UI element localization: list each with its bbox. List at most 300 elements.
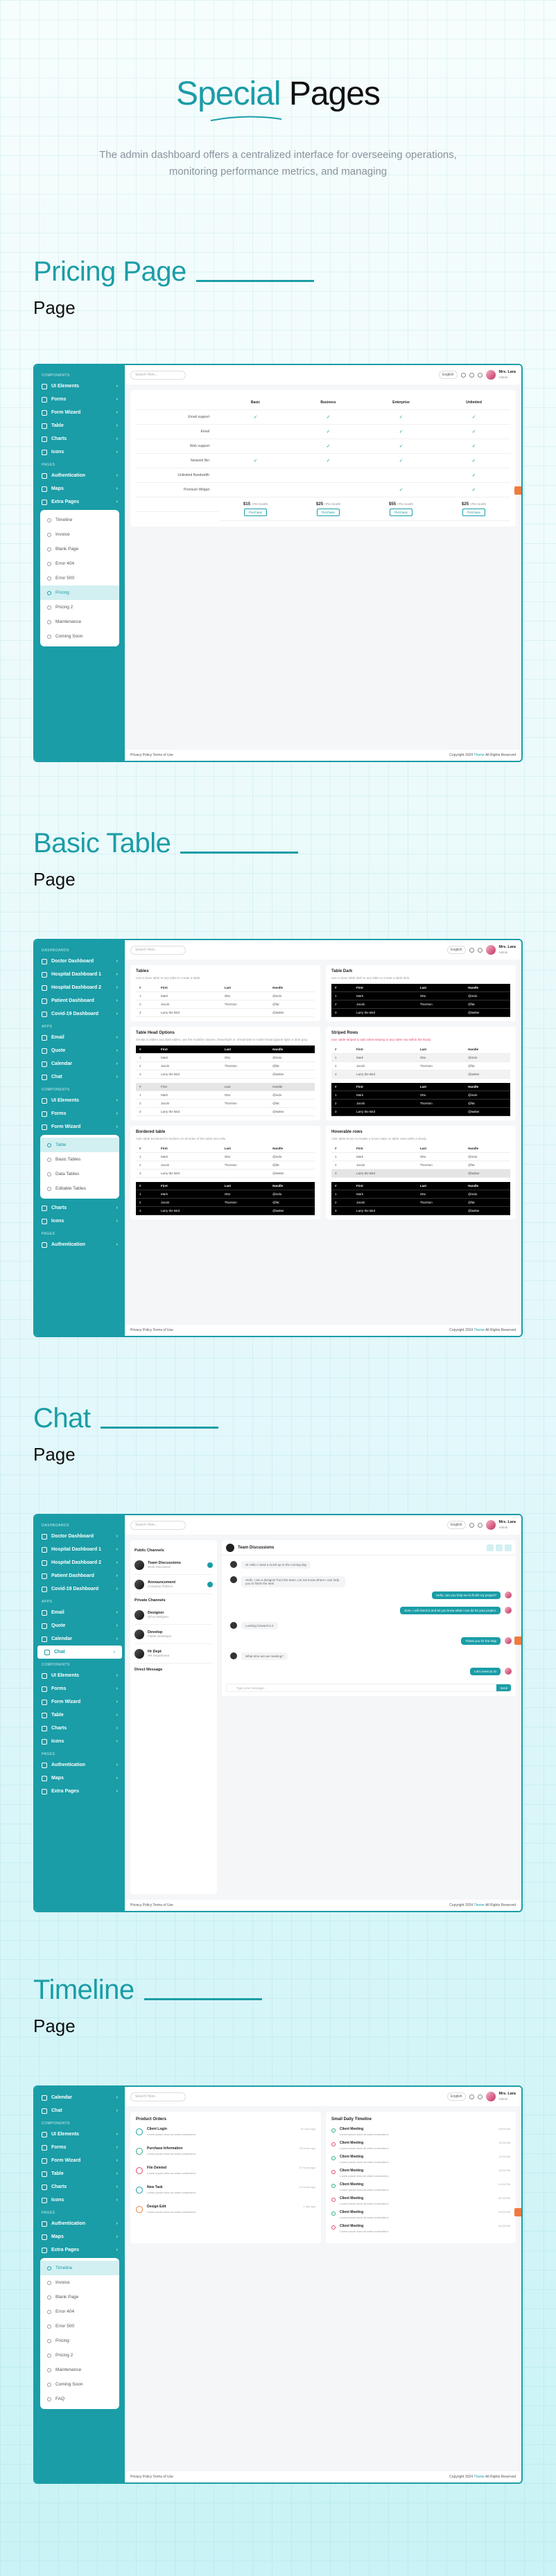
- sidebar-item-email[interactable]: [35, 1031, 125, 1044]
- avatar[interactable]: [486, 370, 496, 380]
- check-icon: ✓: [471, 488, 476, 493]
- submenu-item-error-404[interactable]: Error 404: [40, 2304, 119, 2319]
- table-cell: Jacob: [353, 1062, 417, 1070]
- channel-subtitle: HR Department: [148, 1654, 170, 1657]
- settings-tab-icon[interactable]: [514, 486, 521, 495]
- sidebar-item-authentication[interactable]: [35, 2217, 125, 2230]
- sidebar-item-label: Quote: [51, 1623, 66, 1628]
- data-table: [331, 1046, 510, 1079]
- order-item[interactable]: [136, 2205, 315, 2224]
- sidebar-item-doctor-dashboard[interactable]: [35, 1530, 125, 1543]
- title-dash: [144, 1998, 262, 2000]
- channel-item[interactable]: [134, 1605, 213, 1625]
- copyright-text: Copyright 2024: [449, 2475, 474, 2479]
- patient-dashboard-icon: [42, 998, 47, 1004]
- order-time: 01 hour ago: [300, 2127, 315, 2131]
- language-select[interactable]: English: [447, 2092, 465, 2101]
- sidebar-item-label: Quote: [51, 1048, 66, 1053]
- submenu-item-error-404[interactable]: Error 404: [40, 556, 119, 571]
- table-cell: @mdo: [464, 992, 510, 1000]
- search-input[interactable]: Search Here...: [130, 1521, 186, 1530]
- avatar: [505, 1668, 512, 1675]
- sidebar-item-charts[interactable]: [35, 2180, 125, 2194]
- sidebar-item-table[interactable]: [35, 419, 125, 432]
- table-row: [331, 1009, 510, 1017]
- daily-item[interactable]: [331, 2169, 510, 2182]
- footer-brand[interactable]: Theme: [474, 1328, 485, 1332]
- sidebar-label: PAGES: [42, 1752, 55, 1756]
- hero-title-rest: Pages: [288, 76, 380, 112]
- footer-links[interactable]: Privacy Policy Terms of Use: [130, 753, 173, 757]
- sidebar-item-covid-19-dashboard[interactable]: [35, 1007, 125, 1021]
- column-header: #: [331, 984, 353, 992]
- message-icon[interactable]: [478, 948, 483, 953]
- price-value: [389, 502, 413, 506]
- table-cell: Thornton: [417, 1000, 464, 1009]
- chat-icon: [42, 2108, 47, 2114]
- sidebar-item-label: Authentication: [51, 2221, 85, 2226]
- feature-cell: [365, 483, 437, 497]
- submenu-item-coming-soon[interactable]: Coming Soon: [40, 2377, 119, 2392]
- chevron-right-icon: ›: [116, 2132, 118, 2137]
- daily-item[interactable]: [331, 2196, 510, 2210]
- footer-brand[interactable]: Theme: [474, 1903, 485, 1907]
- main-content: [125, 1535, 521, 1900]
- table-cell: @twitter: [464, 1170, 510, 1178]
- check-icon: ✓: [399, 430, 403, 434]
- channel-item[interactable]: [134, 1555, 213, 1575]
- sidebar-item-form-wizard[interactable]: [35, 1695, 125, 1709]
- language-select[interactable]: English: [439, 371, 457, 379]
- covid-19-dashboard-icon: [42, 1012, 47, 1017]
- order-time: 03 hours ago: [299, 2146, 315, 2150]
- hero-title-accent: Special: [176, 76, 281, 112]
- chevron-right-icon: ›: [116, 1098, 118, 1103]
- feature-label: Email support: [136, 410, 219, 425]
- table-cell: 2: [331, 1062, 353, 1070]
- card-title: Product Orders: [136, 2117, 167, 2121]
- order-status-icon: [136, 2206, 143, 2213]
- daily-time: 03:00 PM: [498, 2210, 510, 2214]
- sidebar-item-charts[interactable]: [35, 1722, 125, 1735]
- table-cell: Thornton: [221, 1062, 269, 1070]
- table-cell: Larry the Bird: [157, 1108, 221, 1116]
- daily-desc: Lorem ipsum dolor sit amet consectetur.: [340, 2188, 389, 2191]
- search-input[interactable]: Search Here...: [130, 2092, 186, 2101]
- charts-icon: [42, 1726, 47, 1731]
- sidebar-item-icons[interactable]: [35, 2194, 125, 2207]
- chat-message-out: Sure, I will check it and let you know what I can do for your project.: [400, 1607, 501, 1614]
- table-cell: 1: [136, 992, 157, 1000]
- table-cell: Jacob: [157, 1000, 221, 1009]
- table-card-table-dark: [326, 965, 516, 1021]
- order-desc: Lorem ipsum dolor sit amet consectetur.: [147, 2210, 196, 2214]
- user-name-text: Mrs. Lara: [498, 2092, 516, 2096]
- sidebar-item-label: Charts: [51, 1206, 67, 1210]
- sidebar-item-chat[interactable]: [35, 2104, 125, 2117]
- daily-item[interactable]: [331, 2141, 510, 2155]
- column-header: First: [353, 1182, 417, 1190]
- send-button[interactable]: Send: [496, 1684, 511, 1691]
- message-icon[interactable]: [478, 2094, 483, 2099]
- maps-icon: [42, 486, 47, 492]
- column-header: First: [157, 1046, 221, 1054]
- sidebar-item-patient-dashboard[interactable]: [35, 1569, 125, 1582]
- sidebar-item-label: Form Wizard: [51, 2158, 81, 2163]
- table-cell: @fat: [464, 1199, 510, 1207]
- hospital-dashboard-2-icon: [42, 985, 47, 991]
- footer-links[interactable]: Privacy Policy Terms of Use: [130, 2475, 173, 2479]
- sidebar-item-ui-elements[interactable]: [35, 2128, 125, 2141]
- sidebar-item-icons[interactable]: [35, 445, 125, 459]
- notification-icon[interactable]: [469, 1523, 474, 1528]
- table-cell: 2: [331, 1100, 353, 1108]
- chevron-right-icon: ›: [116, 450, 118, 455]
- purchase-button[interactable]: Purchase: [390, 509, 412, 516]
- sidebar-item-forms[interactable]: [35, 1107, 125, 1120]
- purchase-button[interactable]: Purchase: [244, 509, 267, 516]
- table-cell: Larry the Bird: [353, 1207, 417, 1215]
- notification-icon[interactable]: [469, 948, 474, 953]
- message-icon[interactable]: [478, 1523, 483, 1528]
- feature-cell: [292, 439, 365, 454]
- chevron-right-icon: ›: [116, 1776, 118, 1781]
- chevron-right-icon: ›: [116, 2221, 118, 2226]
- sidebar-item-calendar[interactable]: [35, 1057, 125, 1070]
- submenu-item-error-500[interactable]: Error 500: [40, 571, 119, 585]
- message-icon[interactable]: [469, 373, 474, 378]
- language-select[interactable]: English: [447, 1521, 465, 1529]
- submenu-item-editable-tables[interactable]: Editable Tables: [40, 1181, 119, 1196]
- column-header: #: [331, 1145, 353, 1153]
- user-role: Admin: [498, 951, 508, 954]
- chevron-right-icon: ›: [116, 1242, 118, 1247]
- table-card-table-head-options: [130, 1027, 320, 1120]
- sidebar-item-maps[interactable]: [35, 1772, 125, 1785]
- order-item[interactable]: [136, 2146, 315, 2166]
- submenu-item-timeline[interactable]: Timeline: [40, 513, 119, 527]
- sidebar-label: PAGES: [42, 1232, 55, 1236]
- main-content: [125, 2106, 521, 2471]
- footer-brand[interactable]: Theme: [474, 2475, 485, 2479]
- fullscreen-icon[interactable]: [478, 373, 483, 378]
- data-table: [331, 1182, 510, 1215]
- table-cell: @fat: [464, 1000, 510, 1009]
- footer-brand[interactable]: Theme: [474, 753, 485, 757]
- sidebar-item-label: Forms: [51, 2145, 67, 2150]
- message-input[interactable]: [226, 1684, 512, 1692]
- price-value: [243, 502, 268, 506]
- feature-cell: [219, 439, 292, 454]
- section-title: Timeline: [33, 1975, 134, 2005]
- table-row: [331, 1153, 510, 1161]
- sidebar-item-label: Doctor Dashboard: [51, 1534, 94, 1539]
- daily-desc: Lorem ipsum dolor sit amet consectetur.: [340, 2174, 389, 2178]
- hospital-dashboard-2-icon: [42, 1560, 47, 1566]
- chevron-right-icon: ›: [116, 1623, 118, 1628]
- order-status-icon: [136, 2167, 143, 2174]
- daily-text: [340, 2224, 389, 2233]
- sidebar-item-label: Extra Pages: [51, 2248, 80, 2252]
- daily-item[interactable]: [331, 2210, 510, 2224]
- sidebar-item-ui-elements[interactable]: [35, 1669, 125, 1682]
- sidebar-item-charts[interactable]: [35, 432, 125, 445]
- submenu-item-pricing-2[interactable]: Pricing 2: [40, 2348, 119, 2363]
- sidebar-item-ui-elements[interactable]: [35, 1094, 125, 1107]
- table-cell: Mark: [157, 1054, 221, 1062]
- settings-tab-icon[interactable]: [514, 1637, 521, 1645]
- order-item[interactable]: [136, 2185, 315, 2205]
- daily-item[interactable]: [331, 2182, 510, 2196]
- sidebar-item-email[interactable]: [35, 1606, 125, 1619]
- order-item[interactable]: [136, 2127, 315, 2146]
- covid-19-dashboard-icon: [42, 1587, 47, 1592]
- avatar: [134, 1610, 144, 1620]
- sidebar-item-icons[interactable]: [35, 1215, 125, 1228]
- icons-icon: [42, 1219, 47, 1224]
- sidebar-item-hospital-dashboard-1[interactable]: [35, 1543, 125, 1556]
- table-cell: Jacob: [157, 1062, 221, 1070]
- footer: [125, 1900, 521, 1911]
- table-cell: Larry the Bird: [353, 1070, 417, 1079]
- sidebar-item-table[interactable]: [35, 2167, 125, 2180]
- channel-item[interactable]: [134, 1644, 213, 1664]
- order-text: [147, 2166, 196, 2175]
- sidebar-item-label: UI Elements: [51, 384, 80, 389]
- sidebar-item-charts[interactable]: [35, 1201, 125, 1215]
- column-header: #: [331, 1046, 353, 1054]
- column-header: First: [157, 1083, 221, 1091]
- submenu-item-pricing[interactable]: Pricing: [40, 2334, 119, 2348]
- sidebar-item-chat[interactable]: [37, 1646, 122, 1659]
- table-cell: Jacob: [157, 1161, 221, 1170]
- sidebar-item-hospital-dashboard-2[interactable]: [35, 981, 125, 994]
- submenu-item-error-500[interactable]: Error 500: [40, 2319, 119, 2334]
- order-item[interactable]: [136, 2166, 315, 2185]
- submenu-item-pricing[interactable]: Pricing: [40, 585, 119, 600]
- sidebar-item-forms[interactable]: [35, 1682, 125, 1695]
- submenu-item-faq[interactable]: FAQ: [40, 2392, 119, 2406]
- table-submenu: [40, 1135, 119, 1199]
- table-cell: [221, 1170, 269, 1178]
- column-header: First: [353, 1046, 417, 1054]
- card-title: Tables: [136, 969, 149, 973]
- channel-item[interactable]: [134, 1625, 213, 1644]
- plan-price: [219, 497, 292, 521]
- table-row: [331, 1054, 510, 1062]
- sidebar-item-authentication[interactable]: [35, 1238, 125, 1251]
- avatar[interactable]: [486, 2092, 496, 2101]
- sidebar-item-icons[interactable]: [35, 1735, 125, 1748]
- submenu-item-basic-tables[interactable]: Basic Tables: [40, 1152, 119, 1167]
- feature-cell: [437, 454, 510, 468]
- sidebar-item-extra-pages[interactable]: [35, 1785, 125, 1798]
- data-table: [136, 1182, 315, 1215]
- table-cell: Mark: [353, 1153, 417, 1161]
- column-header: #: [136, 984, 157, 992]
- user-name: [499, 1520, 516, 1530]
- daily-text: [340, 2196, 389, 2205]
- settings-tab-icon[interactable]: [514, 2208, 521, 2216]
- chevron-right-icon: ›: [116, 500, 118, 504]
- sidebar-item-form-wizard[interactable]: [35, 406, 125, 419]
- submenu-item-timeline[interactable]: Timeline: [40, 2261, 119, 2275]
- purchase-button[interactable]: Purchase: [317, 509, 340, 516]
- order-text: [147, 2127, 196, 2136]
- sidebar-item-quote[interactable]: [35, 1619, 125, 1632]
- forms-icon: [42, 1686, 47, 1692]
- daily-text: [340, 2155, 389, 2164]
- sidebar-item-calendar[interactable]: [35, 1632, 125, 1646]
- daily-item[interactable]: [331, 2224, 510, 2238]
- extra-pages-submenu: [40, 2258, 119, 2409]
- submenu-item-blank-page[interactable]: Blank Page: [40, 2290, 119, 2304]
- sidebar-item-doctor-dashboard[interactable]: [35, 955, 125, 968]
- table-row: [331, 1108, 510, 1116]
- more-icon[interactable]: [505, 1544, 512, 1551]
- sidebar-item-patient-dashboard[interactable]: [35, 994, 125, 1007]
- sidebar-item-covid-19-dashboard[interactable]: [35, 1582, 125, 1596]
- chevron-right-icon: ›: [116, 2198, 118, 2203]
- submenu-item-blank-page[interactable]: Blank Page: [40, 542, 119, 556]
- sidebar-label: APPS: [42, 1025, 53, 1029]
- daily-title: Client Meeting: [340, 2224, 364, 2228]
- maps-icon: [42, 1776, 47, 1781]
- table-cell: Larry the Bird: [157, 1170, 221, 1178]
- check-icon: ✓: [253, 459, 258, 464]
- chevron-right-icon: ›: [116, 1111, 118, 1116]
- table-cell: @twitter: [269, 1207, 315, 1215]
- notification-icon[interactable]: [469, 2094, 474, 2099]
- card-title: Table Dark: [331, 969, 353, 973]
- sidebar-item-authentication[interactable]: [35, 469, 125, 482]
- chevron-right-icon: ›: [116, 959, 118, 964]
- table-card-tables: [130, 965, 320, 1021]
- notification-icon[interactable]: [461, 373, 466, 378]
- order-time: 1 day ago: [303, 2205, 315, 2208]
- chevron-right-icon: ›: [116, 1124, 118, 1129]
- submenu-item-invoice[interactable]: Invoice: [40, 2275, 119, 2290]
- topbar-right: [439, 370, 516, 380]
- chevron-right-icon: ›: [116, 1713, 118, 1718]
- sidebar-item-quote[interactable]: [35, 1044, 125, 1057]
- sidebar-item-label: Extra Pages: [51, 1789, 80, 1794]
- table-cell: [417, 1108, 464, 1116]
- table-cell: Mark: [353, 1054, 417, 1062]
- table-cell: 2: [331, 1161, 353, 1170]
- table-cell: [221, 1108, 269, 1116]
- search-input[interactable]: Search Here...: [130, 946, 186, 955]
- table-cell: 2: [136, 1199, 157, 1207]
- purchase-button[interactable]: Purchase: [462, 509, 485, 516]
- sidebar-item-extra-pages[interactable]: [35, 495, 125, 509]
- table-cell: 2: [136, 1062, 157, 1070]
- channel-item[interactable]: [134, 1575, 213, 1594]
- chevron-right-icon: ›: [116, 410, 118, 415]
- avatar[interactable]: [486, 1520, 496, 1530]
- sidebar-item-label: UI Elements: [51, 1673, 80, 1678]
- sidebar-item-maps[interactable]: [35, 2230, 125, 2243]
- chevron-right-icon: ›: [116, 473, 118, 478]
- submenu-item-maintenance[interactable]: Maintenance: [40, 615, 119, 629]
- section-subtitle: Page: [33, 297, 76, 318]
- topbar-right: [447, 1520, 516, 1530]
- sidebar-item-maps[interactable]: [35, 482, 125, 495]
- sidebar-item-calendar[interactable]: [35, 2091, 125, 2104]
- sidebar-item-table[interactable]: [35, 1709, 125, 1722]
- sidebar-item-form-wizard[interactable]: [35, 2154, 125, 2167]
- sidebar-item-chat[interactable]: [35, 1070, 125, 1084]
- sidebar-item-ui-elements[interactable]: [35, 380, 125, 393]
- submenu-item-pricing-2[interactable]: Pricing 2: [40, 600, 119, 615]
- sidebar-item-hospital-dashboard-2[interactable]: [35, 1556, 125, 1569]
- footer-links[interactable]: Privacy Policy Terms of Use: [130, 1328, 173, 1332]
- sidebar-item-hospital-dashboard-1[interactable]: [35, 968, 125, 981]
- price-label-cell: [136, 497, 219, 512]
- chevron-right-icon: ›: [116, 1673, 118, 1678]
- plan-name: Business: [292, 396, 365, 410]
- table-row: [136, 1000, 315, 1009]
- calendar-icon: [42, 1637, 47, 1642]
- call-icon[interactable]: [487, 1544, 494, 1551]
- search-input[interactable]: Search Here...: [130, 371, 186, 380]
- submenu-item-invoice[interactable]: Invoice: [40, 527, 119, 542]
- language-select[interactable]: English: [447, 946, 465, 954]
- user-name-text: Mrs. Lara: [498, 945, 516, 949]
- daily-item[interactable]: [331, 2155, 510, 2169]
- price-unit: / Per month: [324, 502, 340, 506]
- sidebar-item-authentication[interactable]: [35, 1758, 125, 1772]
- video-icon[interactable]: [496, 1544, 503, 1551]
- timeline-dot-icon: [331, 2142, 336, 2146]
- chevron-right-icon: ›: [116, 384, 118, 389]
- daily-item[interactable]: [331, 2127, 510, 2141]
- avatar[interactable]: [486, 945, 496, 955]
- table-cell: @mdo: [269, 1054, 315, 1062]
- daily-time: 09:00 AM: [498, 2127, 510, 2131]
- sidebar-item-extra-pages[interactable]: [35, 2243, 125, 2257]
- sidebar-item-label: Covid-19 Dashboard: [51, 1012, 99, 1016]
- sidebar-item-label: Icons: [51, 450, 64, 455]
- chevron-right-icon: ›: [116, 1573, 118, 1578]
- feature-cell: [365, 439, 437, 454]
- table-header-row: [136, 1046, 315, 1054]
- submenu-item-maintenance[interactable]: Maintenance: [40, 2363, 119, 2377]
- sidebar-item-forms[interactable]: [35, 2141, 125, 2154]
- check-icon: ✓: [471, 430, 476, 434]
- table-cell: 1: [331, 1091, 353, 1100]
- table-row: [331, 1190, 510, 1199]
- table-cell: 1: [331, 992, 353, 1000]
- table-cell: @fat: [269, 1161, 315, 1170]
- table-card-hoverable-rows: [326, 1126, 516, 1219]
- daily-title: Client Meeting: [340, 2182, 364, 2187]
- daily-title: Client Meeting: [340, 2127, 364, 2131]
- check-icon: ✓: [471, 415, 476, 420]
- daily-title: Client Meeting: [340, 2210, 364, 2214]
- chat-message-out: Let's meet at 10: [470, 1668, 501, 1675]
- sidebar-item-forms[interactable]: [35, 393, 125, 406]
- hero-title: [0, 75, 556, 113]
- submenu-item-coming-soon[interactable]: Coming Soon: [40, 629, 119, 644]
- submenu-item-table[interactable]: Table: [40, 1138, 119, 1152]
- table-header-row: [136, 1182, 315, 1190]
- sidebar-item-form-wizard[interactable]: [35, 1120, 125, 1133]
- card-title: Table Head Options: [136, 1031, 175, 1035]
- submenu-item-data-tables[interactable]: Data Tables: [40, 1167, 119, 1181]
- footer-links[interactable]: Privacy Policy Terms of Use: [130, 1903, 173, 1907]
- quote-icon: [42, 1623, 47, 1629]
